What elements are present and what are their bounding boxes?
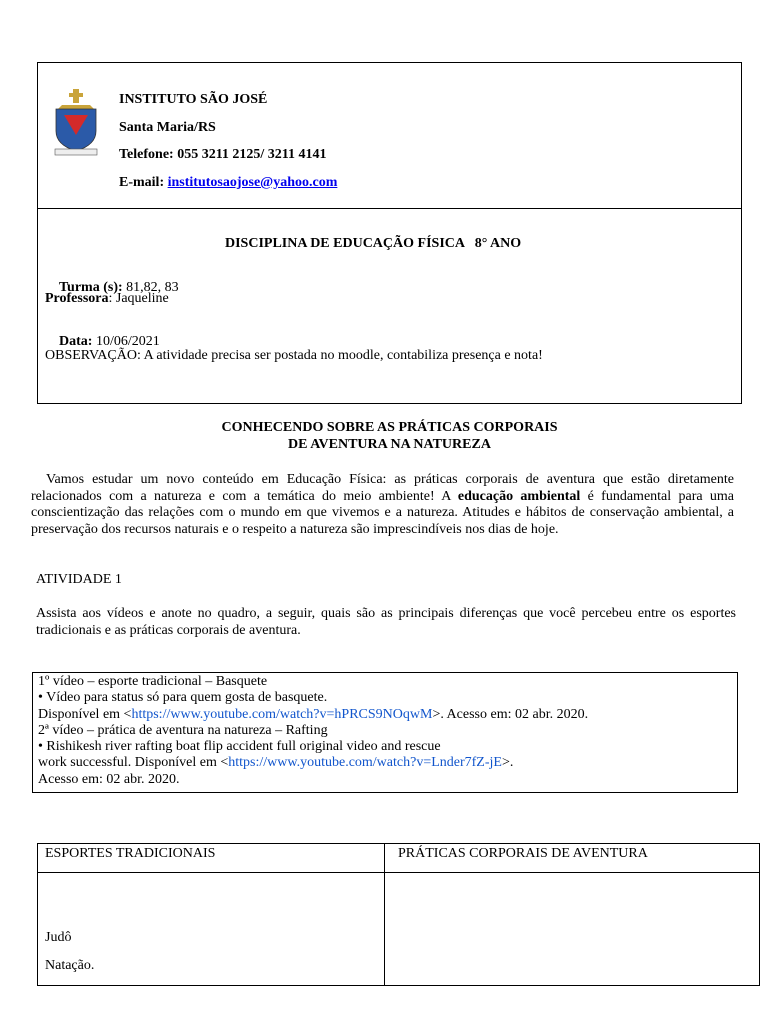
- video2-url[interactable]: https://www.youtube.com/watch?v=Lnder7fZ-jE: [228, 755, 502, 771]
- data-value: 10/06/2021: [92, 334, 160, 349]
- turma-label: Turma (s):: [59, 280, 123, 295]
- institution-name: INSTITUTO SÃO JOSÉ: [119, 92, 268, 107]
- intro-text-1: Vamos estudar um novo conteúdo em Educação Física: as práticas corporais de aventura que estão diretamente relacionados com a natureza e com a temática do meio ambiente! A: [31, 472, 734, 504]
- video1-availability: [38, 707, 732, 723]
- col2-label: PRÁTICAS CORPORAIS DE AVENTURA: [398, 846, 648, 861]
- city: Santa Maria/RS: [119, 120, 216, 135]
- video1-title: 1º vídeo – esporte tradicional – Basquete: [38, 674, 268, 689]
- video2-post: >.: [501, 755, 514, 771]
- table-header-col1: [37, 843, 385, 873]
- phone: Telefone: 055 3211 2125/ 3211 4141: [119, 147, 327, 162]
- intro-paragraph: [31, 472, 734, 538]
- table-header-col2: [384, 843, 760, 873]
- section-title: [37, 419, 742, 453]
- table-cell-col2[interactable]: [384, 872, 760, 986]
- section-title-line1: CONHECENDO SOBRE AS PRÁTICAS CORPORAIS: [221, 420, 558, 435]
- info-box: [37, 208, 742, 404]
- observacao: OBSERVAÇÃO: A atividade precisa ser postada no moodle, contabiliza presença e nota!: [45, 348, 543, 363]
- video2-access: Acesso em: 02 abr. 2020.: [38, 771, 180, 787]
- video2-availability: [38, 755, 732, 771]
- video1-description: • Vídeo para status só para quem gosta de basquete.: [38, 690, 328, 706]
- email-row: [119, 175, 337, 191]
- header-box: [37, 62, 742, 209]
- table-cell-col1[interactable]: [37, 872, 385, 986]
- activity-instruction: Assista aos vídeos e anote no quadro, a seguir, quais são as principais diferenças que você percebeu entre os esportes tradicionais e as práticas corporais de aventura.: [36, 606, 736, 638]
- section-title-line2: DE AVENTURA NA NATUREZA: [288, 437, 491, 452]
- video1-url[interactable]: https://www.youtube.com/watch?v=hPRCS9NOqwM: [131, 706, 433, 722]
- professora-row: [45, 291, 169, 307]
- professora-label: Professora: [45, 291, 109, 306]
- list-item: Judô: [45, 930, 72, 945]
- activity-heading: ATIVIDADE 1: [36, 572, 122, 587]
- discipline-title: DISCIPLINA DE EDUCAÇÃO FÍSICA 8° ANO: [225, 236, 522, 251]
- intro-text-2: é fundamental para uma conscientização das relações com o mundo em que vivemos e a natureza. Atitudes e hábitos de conservação ambiental, a preservação dos recursos naturais e o respeito a natureza são imprescindíveis nos dias de hoje.: [31, 488, 734, 537]
- col1-label: ESPORTES TRADICIONAIS: [45, 846, 216, 861]
- comparison-table: [37, 843, 760, 986]
- intro-bold: educação ambiental: [457, 488, 581, 504]
- data-label: Data:: [59, 334, 93, 349]
- email-link[interactable]: institutosaojose@yahoo.com: [167, 175, 338, 190]
- professora-value: : Jaqueline: [108, 291, 169, 306]
- list-item: Natação.: [45, 958, 95, 973]
- crest-icon: [50, 87, 102, 157]
- turma-value: 81,82, 83: [122, 280, 179, 295]
- video1-pre: Disponível em <: [38, 706, 132, 722]
- video2-title: 2ª vídeo – prática de aventura na natureza – Rafting: [38, 722, 328, 738]
- email-label: E-mail:: [119, 175, 165, 190]
- video1-post: >. Acesso em: 02 abr. 2020.: [432, 706, 589, 722]
- school-crest-logo: [50, 87, 102, 157]
- videos-box: [32, 672, 738, 793]
- video2-description: • Rishikesh river rafting boat flip accident full original video and rescue: [38, 739, 441, 755]
- video2-pre: work successful. Disponível em <: [38, 755, 229, 771]
